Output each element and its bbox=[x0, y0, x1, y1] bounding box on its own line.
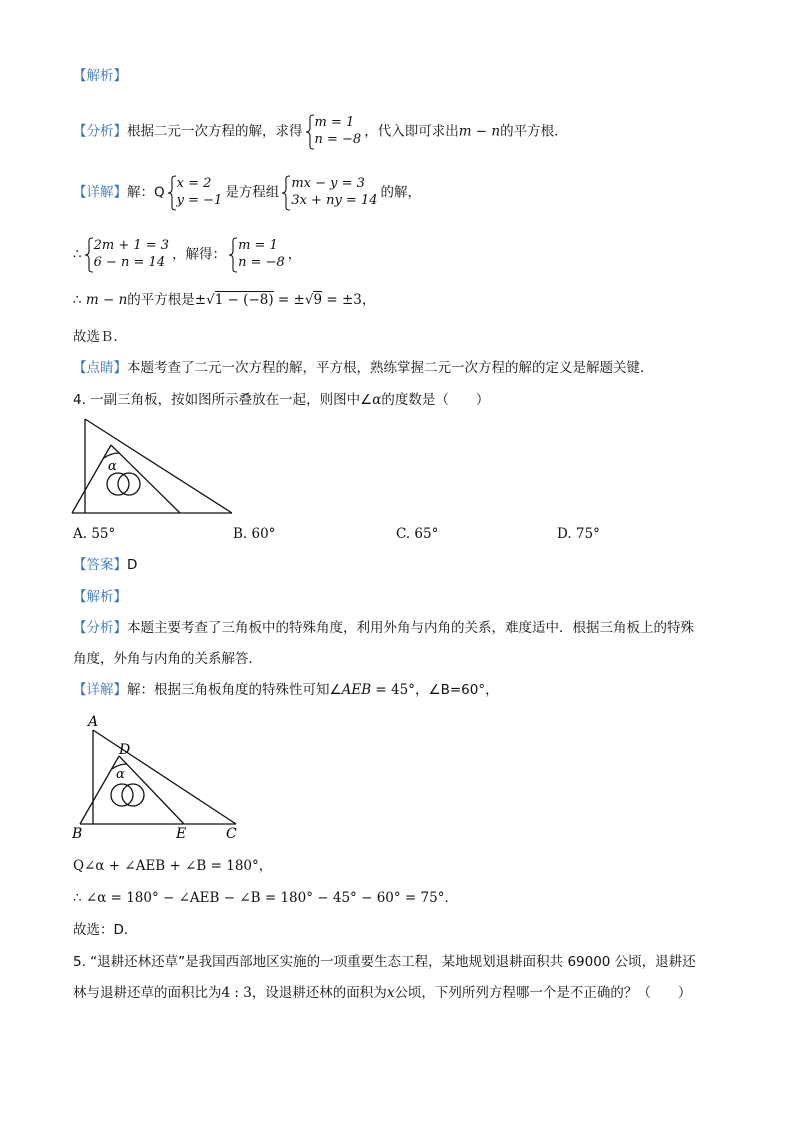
triangle-figure-1 bbox=[68, 415, 238, 517]
left-brace-icon bbox=[167, 175, 177, 211]
q3-analysis-line: 【分析】根据二元一次方程的解，求得 m = 1 n = −8 ，代入即可求出m − n的平方根． bbox=[73, 114, 568, 149]
q4-analysis-line1: 【分析】本题主要考查了三角板中的特殊角度，利用外角与内角的关系，难度适中．根据三角板上的特殊 bbox=[73, 620, 694, 636]
equation-system-2: x = 2 y = −1 bbox=[167, 175, 223, 210]
tag-fenxi: 【分析】 bbox=[73, 123, 127, 140]
fig2-hypotenuse bbox=[93, 730, 236, 824]
option-b[interactable]: B. 60° bbox=[233, 526, 276, 542]
q5-line2: 林与退耕还草的面积比为4 : 3，设退耕还林的面积为x公顷，下列所列方程哪一个是不正确的？（ ） bbox=[73, 985, 692, 1001]
equation-system-3: mx − y = 3 3x + ny = 14 bbox=[281, 175, 377, 210]
left-brace-icon bbox=[228, 237, 238, 273]
fig2-label-c: C bbox=[226, 826, 237, 842]
q4-answer-line bbox=[73, 555, 137, 575]
fig2-label-e: E bbox=[176, 826, 187, 842]
q4-equation-2: ∴ ∠α = 180° − ∠AEB − ∠B = 180° − 45° − 60° = 75°． bbox=[73, 890, 458, 906]
left-brace-icon bbox=[84, 237, 94, 273]
fig2-alpha-label: α bbox=[116, 767, 125, 782]
m-minus-n: m − n bbox=[458, 123, 501, 140]
q4-analysis-line2: 角度，外角与内角的关系解答． bbox=[73, 651, 262, 667]
equation-system-1: m = 1 n = −8 bbox=[305, 114, 362, 149]
section-tag-analysis: 【解析】 bbox=[73, 68, 127, 84]
section-tag-analysis: 【解析】 bbox=[73, 589, 127, 605]
q5-line1: 5. “退耕还林还草”是我国西部地区实施的一项重要生态工程，某地规划退耕面积共 69000 公顷，退耕还 bbox=[73, 954, 696, 970]
tag-fenxi: 【分析】 bbox=[73, 620, 127, 636]
left-brace-icon bbox=[305, 114, 315, 150]
tag-dianjing: 【点睛】 bbox=[73, 360, 127, 376]
fig2-inner-left-edge bbox=[80, 756, 119, 824]
option-d[interactable]: D. 75° bbox=[557, 526, 600, 542]
fig1-inner-left-edge bbox=[72, 445, 111, 513]
q3-choose: 故选Ｂ． bbox=[73, 329, 127, 345]
left-brace-icon bbox=[281, 175, 291, 211]
q3-detail-line: 【详解】解：Q x = 2 y = −1 是方程组 mx − y = 3 3x + ny = 14 的解， bbox=[73, 175, 421, 210]
option-c[interactable]: C. 65° bbox=[396, 526, 439, 542]
q4-detail-line: 【详解】解：根据三角板角度的特殊性可知∠AEB = 45°，∠B=60°， bbox=[73, 682, 499, 698]
q4-equation-1: Q∠α + ∠AEB + ∠B = 180°， bbox=[73, 858, 273, 874]
tag-xiangjie: 【详解】 bbox=[73, 682, 127, 698]
q3-dianjing-line: 【点睛】本题考查了二元一次方程的解，平方根，熟练掌握二元一次方程的解的定义是解题关键． bbox=[73, 360, 654, 376]
fig2-label-a: A bbox=[88, 714, 99, 730]
q3-fenxi-pre: 根据二元一次方程的解，求得 bbox=[127, 123, 303, 140]
equation-system-4: 2m + 1 = 3 6 − n = 14 bbox=[84, 237, 169, 272]
fig2-inner-right-edge bbox=[119, 756, 184, 824]
q4-choose: 故选：D． bbox=[73, 922, 138, 938]
fig1-alpha-label: α bbox=[108, 459, 117, 474]
equation-system-5: m = 1 n = −8 bbox=[228, 237, 285, 272]
tag-xiangjie: 【详解】 bbox=[73, 184, 127, 201]
triangle-figure-2 bbox=[66, 712, 248, 844]
q4-answer: D bbox=[127, 557, 138, 573]
option-a[interactable]: A. 55° bbox=[73, 526, 116, 542]
q3-sqrt-line: ∴ m − n的平方根是±√1 − (−8) = ±√9 = ±3， bbox=[73, 292, 376, 308]
fig2-label-b: B bbox=[72, 826, 83, 842]
sqrt-expression: √1 − (−8) bbox=[206, 292, 274, 308]
fig1-inner-right-edge bbox=[111, 445, 180, 513]
q5-ratio: 4 : 3 bbox=[221, 985, 252, 1001]
tag-daan: 【答案】 bbox=[73, 557, 127, 573]
fig2-label-d: D bbox=[119, 742, 131, 758]
q4-question: 4. 一副三角板，按如图所示叠放在一起，则图中∠α的度数是（ ） bbox=[73, 392, 490, 408]
q3-solve-line: ∴ 2m + 1 = 3 6 − n = 14 ，解得： m = 1 n = −8 ， bbox=[73, 237, 301, 272]
